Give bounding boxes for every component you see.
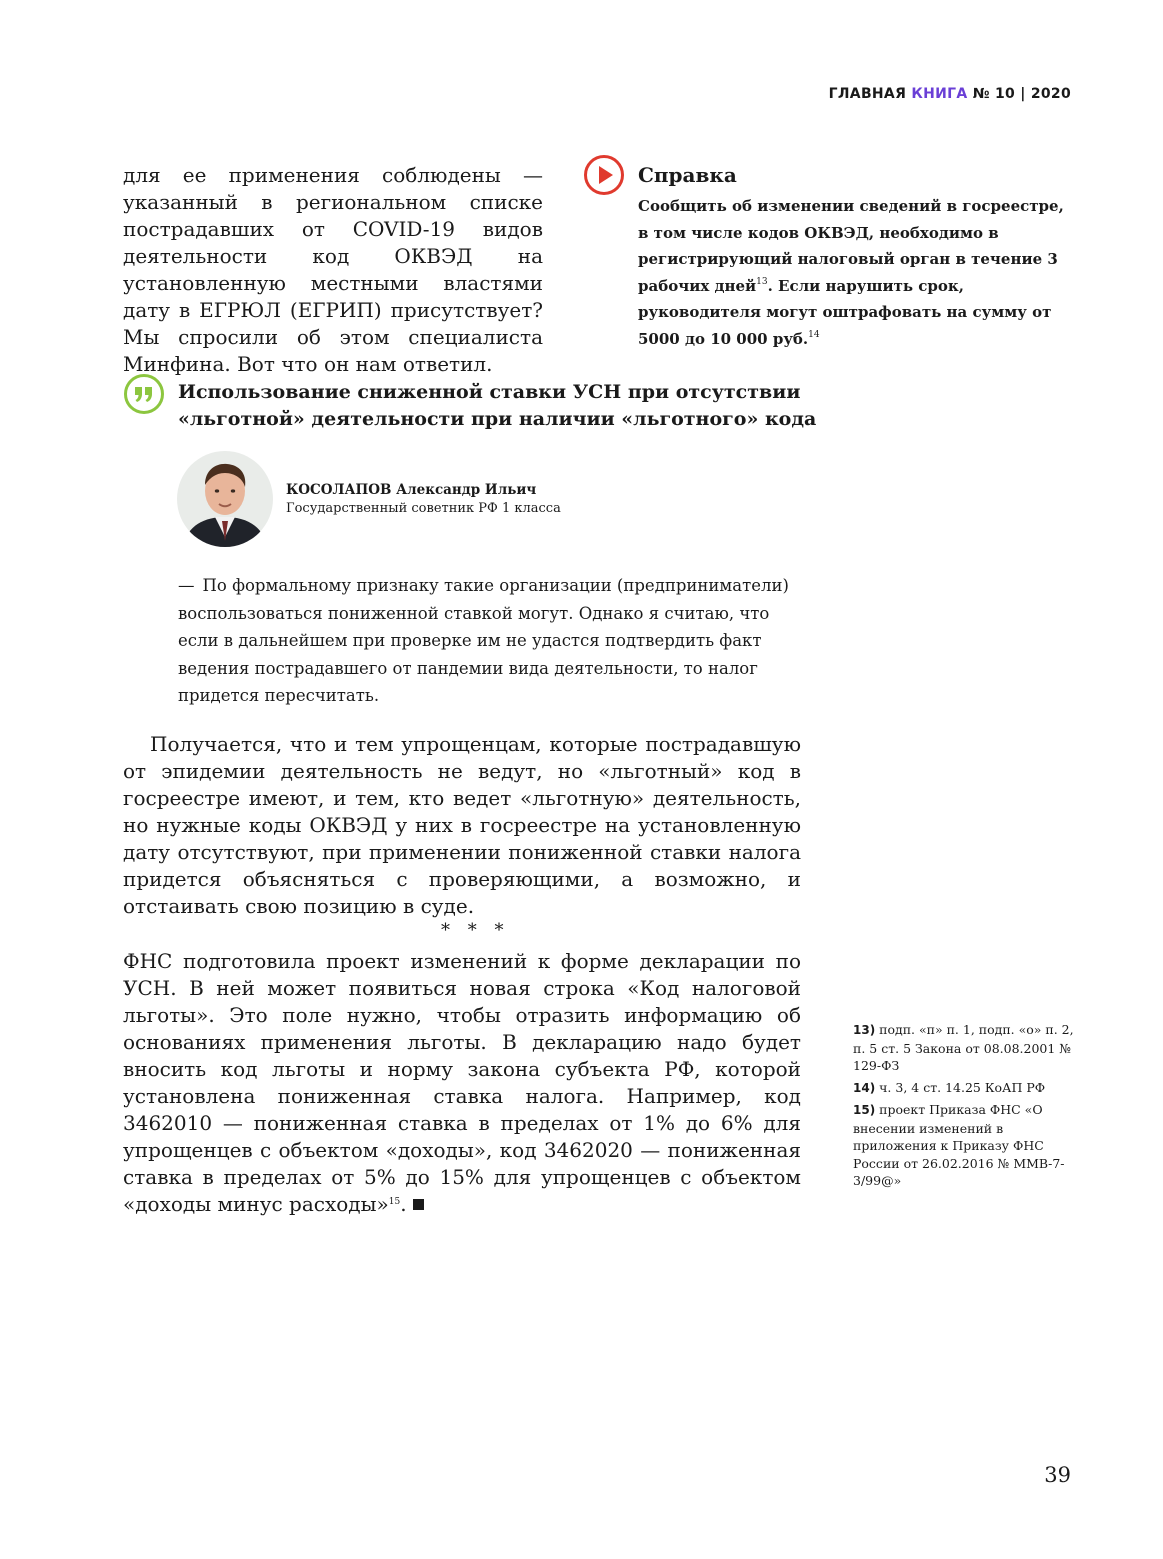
reference-text [638,193,1078,352]
footnote-14 [853,1079,1075,1098]
footnote-13 [853,1021,1075,1075]
news-end-mark: . [400,1192,407,1216]
reference-text-part-1: Сообщить об изменении сведений в госреестре, в том числе кодов ОКВЭД, необходимо в регистрирующий налоговый орган в течение 3 рабочих дней [638,197,1064,295]
footnote-15 [853,1101,1075,1190]
magazine-header [829,86,1071,102]
footnote-text: ч. 3, 4 ст. 14.25 КоАП РФ [879,1079,1046,1095]
footnote-text: подп. «п» п. 1, подп. «о» п. 2, п. 5 ст. 5 Закона от 08.08.2001 № 129-ФЗ [853,1022,1074,1073]
brand-main: ГЛАВНАЯ [828,86,907,102]
play-circle-icon [583,154,625,196]
footnote-number: 14) [853,1080,876,1095]
footnote-ref-15[interactable]: 15 [388,1197,401,1207]
brand-accent: КНИГА [911,86,968,102]
expert-avatar [177,451,273,547]
news-paragraph [123,948,801,1218]
footnote-ref-13[interactable]: 13 [756,276,768,287]
footnote-number: 15) [853,1103,876,1117]
footnote-text: проект Приказа ФНС «О внесении изменений в приложения к Приказу ФНС России от 26.02.2016 № ММВ-7-3/99@» [853,1102,1065,1188]
reference-text-part-2: . Если нарушить срок, руководителя могут оштрафовать на сумму от 5000 до 10 000 руб. [638,276,1052,348]
expert-quote [178,572,803,710]
footnotes [853,1021,1075,1194]
section-separator: * * * [441,920,510,941]
page-number: 39 [1044,1463,1071,1487]
reference-title: Справка [638,163,737,187]
conclusion-text: Получается, что и тем упрощенцам, которые пострадавшую от эпидемии деятельность не ведут, но «льготный» код в госреестре имеют, и тем, кто ведет «льготную» деятельность, но нужные коды ОКВЭД у них в госреестре на установленную дату отсутствуют, при применении пониженной ставки налога придется объясняться с проверяющими, а возможно, и отстаивать свою позицию в суде. [123,732,801,918]
quote-marks-icon [123,373,165,415]
intro-paragraph: для ее применения соблюдены — указанный в региональном списке пострадавших от COVID-19 видов деятельности код ОКВЭД на установленную местными властями дату в ЕГРЮЛ (ЕГРИП) присутствует? Мы спросили об этом специалиста Минфина. Вот что он нам ответил. [123,163,543,376]
expert-name: КОСОЛАПОВ Александр Ильич [286,482,537,498]
expert-title: Государственный советник РФ 1 класса [286,501,561,516]
expert-portrait-icon [177,451,273,547]
news-text: ФНС подготовила проект изменений к форме декларации по УСН. В ней может появиться новая строка «Код налоговой льготы». Это поле нужно, чтобы отразить информацию об основаниях применения льготы. В декларацию надо будет вносить код льготы и норму закона субъекта РФ, которой установлена пониженная ставка налога. Например, код 3462010 — пониженная ставка в пределах от 1% до 6% для упрощенцев с объектом «доходы», код 3462020 — пониженная ставка в пределах от 5% до 15% для упрощенцев с объектом «доходы минус расходы» [123,949,801,1216]
footnote-number: 13) [853,1023,876,1037]
end-of-article-square-icon [413,1199,424,1210]
footnote-ref-14[interactable]: 14 [808,329,820,340]
conclusion-paragraph [123,731,801,920]
quote-body: По формальному признаку такие организации (предприниматели) воспользоваться пониженной ставкой могут. Однако я считаю, что если в дальнейшем при проверке им не удастся подтвердить факт ведения пострадавшего от пандемии вида деятельности, то налог придется пересчитать. [178,576,789,705]
issue-number: № 10 | 2020 [972,86,1071,102]
quote-heading: Использование сниженной ставки УСН при отсутствии «льготной» деятельности при наличии «льготного» кода [178,381,817,430]
quote-dash: — [178,576,195,595]
